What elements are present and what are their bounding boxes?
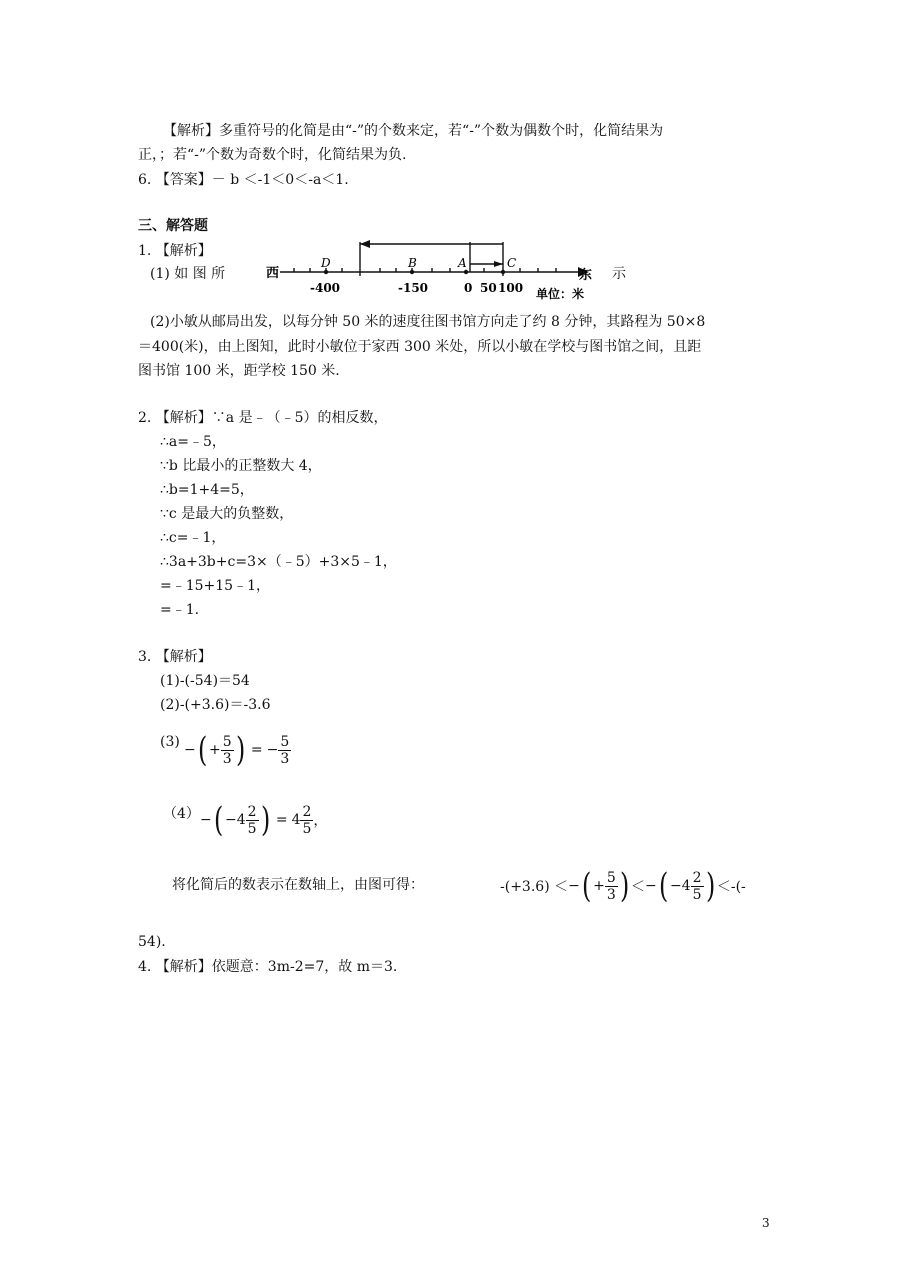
- answer-6: 6. 【答案】－ b ＜-1＜0＜-a＜1.: [138, 172, 349, 188]
- tick-label-0: 0: [464, 281, 473, 295]
- analysis-line-1: 【解析】多重符号的化简是由“-”的个数来定，若“-”个数为偶数个时，化简结果为: [163, 123, 664, 139]
- q3-part2: (2)-(+3.6)＝-3.6: [160, 697, 271, 713]
- fraction-2-5: $\frac{2}{5}$: [247, 803, 257, 837]
- q3-conclusion-text: 将化简后的数表示在数轴上，由图可得：: [172, 877, 424, 893]
- q2-line-9: =﹣1.: [160, 602, 200, 618]
- minus-sign: −: [645, 878, 657, 894]
- tick-label-50: 50: [480, 281, 497, 295]
- right-paren: ): [260, 800, 270, 840]
- q2-line-1: 2. 【解析】∵a 是﹣（﹣5）的相反数，: [138, 410, 388, 426]
- comma: ，: [313, 813, 328, 829]
- label-east: 东: [579, 268, 593, 283]
- q1-part1-right: 示: [612, 266, 626, 282]
- left-paren: (: [213, 800, 224, 840]
- equals-sign: =: [250, 742, 263, 758]
- left-paren: (: [581, 866, 592, 906]
- tick-label-neg150: -150: [398, 281, 429, 295]
- tick-label-neg400: -400: [310, 281, 341, 295]
- point-C: C: [507, 256, 517, 270]
- section-title: 三、解答题: [138, 218, 208, 234]
- tick-label-100: 100: [498, 281, 524, 295]
- right-paren: ): [235, 730, 245, 770]
- q3-part3-label: (3): [160, 734, 180, 750]
- q4-line: 4. 【解析】依题意：3m-2=7，故 m＝3.: [138, 959, 398, 975]
- minus-sign: −: [266, 742, 279, 758]
- q1-heading: 1. 【解析】: [138, 243, 212, 259]
- equals-sign: =: [275, 812, 288, 828]
- minus-sign: −: [200, 812, 212, 828]
- left-paren: (: [197, 730, 208, 770]
- analysis-line-2: 正，；若“-”个数为奇数个时，化简结果为负.: [138, 147, 407, 163]
- point-B: B: [408, 256, 417, 270]
- plus-sign: +: [593, 878, 605, 894]
- plus-sign: +: [209, 742, 221, 758]
- q3-part4-expression: [200, 792, 327, 848]
- point-A: A: [458, 256, 467, 270]
- q2-line-8: =﹣15+15﹣1，: [160, 578, 270, 594]
- first-term: -(+3.6) ＜: [500, 879, 569, 895]
- q3-part1: (1)-(-54)＝54: [160, 673, 250, 689]
- whole-part: 4: [291, 812, 301, 828]
- minus-sign: −: [568, 878, 580, 894]
- page-number: 3: [762, 1216, 770, 1230]
- q2-line-4: ∴b=1+4=5，: [160, 482, 254, 498]
- q3-conclusion-end: 54).: [138, 934, 166, 950]
- less-than-sign: ＜: [631, 879, 646, 895]
- fraction-5-3: $\frac{5}{3}$: [222, 733, 232, 767]
- q2-line-3: ∵b 比最小的正整数大 4，: [160, 458, 322, 474]
- whole-part: −4: [225, 812, 246, 828]
- fraction-2-5: $\frac{2}{5}$: [302, 803, 312, 837]
- q2-line-2: ∴a=﹣5，: [160, 434, 226, 450]
- unit-label: 单位：米: [536, 287, 585, 301]
- minus-sign: −: [184, 742, 196, 758]
- label-west: 西: [266, 266, 280, 281]
- number-line-figure: [262, 236, 602, 308]
- left-paren: (: [658, 866, 669, 906]
- q1-part2-line3: 图书馆 100 米，距学校 150 米.: [138, 363, 340, 379]
- q2-line-6: ∴c=﹣1，: [160, 530, 226, 546]
- right-paren: ): [619, 866, 630, 906]
- fraction-5-3: $\frac{5}{3}$: [280, 733, 290, 767]
- fraction-5-3: $\frac{5}{3}$: [606, 869, 616, 903]
- q3-heading: 3. 【解析】: [138, 649, 212, 665]
- q2-line-7: ∴3a+3b+c=3×（﹣5）+3×5﹣1，: [160, 554, 397, 570]
- q1-part2-line2: ＝400(米)，由上图知，此时小敏位于家西 300 米处，所以小敏在学校与图书馆之间，且距: [138, 339, 702, 355]
- q3-conclusion-expression: [500, 862, 746, 910]
- fraction-2-5: $\frac{2}{5}$: [692, 869, 702, 903]
- q2-line-5: ∵c 是最大的负整数，: [160, 506, 294, 522]
- q3-part3-expression: [184, 722, 291, 778]
- right-paren: ): [705, 866, 715, 906]
- q1-part1-left: (1) 如 图 所: [150, 266, 226, 282]
- q1-part2-line1: (2)小敏从邮局出发，以每分钟 50 米的速度往图书馆方向走了约 8 分钟，其路程为 50×8: [150, 314, 706, 330]
- whole-part: −4: [670, 878, 691, 894]
- last-term: ＜-(-: [716, 879, 746, 895]
- q3-part4-label: （4）: [163, 806, 200, 822]
- point-D: D: [321, 256, 331, 270]
